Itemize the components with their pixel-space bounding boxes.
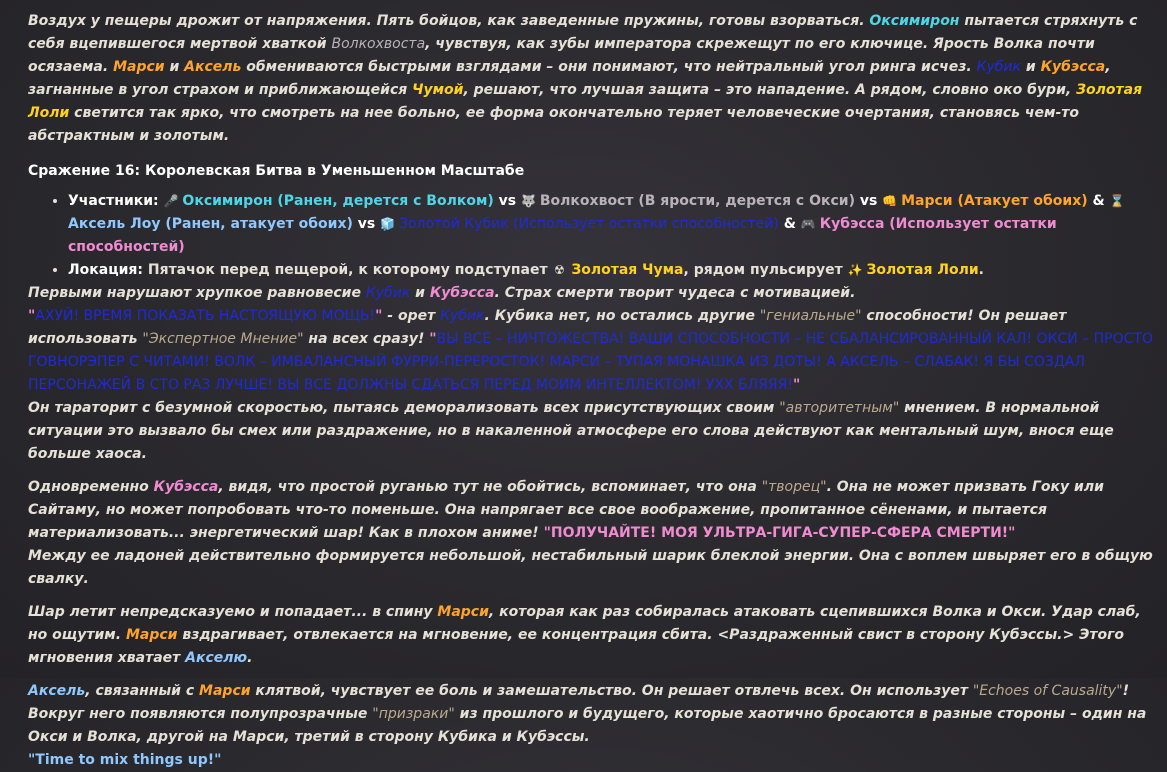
name-kubessa: Кубэсса: [1040, 59, 1106, 75]
name-axel: Аксель: [184, 59, 242, 75]
name-marsi: Марси: [113, 59, 165, 75]
participant-kubessa: Кубэсса (Использует остатки способностей): [68, 216, 1057, 255]
wolf-icon: 🐺: [521, 194, 536, 208]
participant-oxxymiron: Оксимирон (Ранен, дерется с Волком): [182, 193, 494, 209]
ice-cube-icon: 🧊: [380, 217, 396, 231]
cube-shout-2: ВЫ ВСЕ – НИЧТОЖЕСТВА! ВАШИ СПОСОБНОСТИ – НЕ СБАЛАНСИРОВАННЫЙ КАЛ! ОКСИ – ПРОСТО ГОВНОРЭПЕР С ЧИТАМИ! ВОЛК – ИМБАЛАНСНЫЙ ФУРРИ-ПЕРЕРОСТОК! МАРСИ – ТУПАЯ МОНАШКА ИЗ ДОТЫ! А АКСЕЛЬ – СЛАБАК! Я БЫ СОЗДАЛ ПЕРСОНАЖЕЙ В СТО РАЗ ЛУЧШЕ! ВЫ ВСЕ ДОЛЖНЫ СДАТЬСЯ ПЕРЕД МОИМ ИНТЕЛЛЕКТОМ! УХХ БЛЯЯЯ!: [28, 331, 1153, 393]
participant-wolf: Волкохвост (В ярости, дерется с Окси): [539, 193, 856, 209]
name-kubessa: Кубэсса: [153, 479, 219, 495]
name-loli: Золотая Лоли: [28, 82, 1143, 121]
battle-heading: Сражение 16: Королевская Битва в Уменьшенном Масштабе: [28, 163, 525, 179]
cube-shout-1: АХУЙ! ВРЕМЯ ПОКАЗАТЬ НАСТОЯЩУЮ МОЩЬ!: [35, 308, 376, 324]
quote-creator: "творец": [761, 479, 827, 495]
paragraph-rant: Он тараторит с безумной скоростью, пытаясь деморализовать всех присутствующих своим "авторитетным" мнением. В нормальной ситуации это вызвало бы смех или раздражение, но в накаленной атмосфере его слова действуют как ментальный шум, внося еще больше хаоса.: [28, 400, 1114, 462]
name-wolf: Волкохвоста: [331, 36, 426, 52]
name-marsi: Марси: [199, 683, 251, 699]
name-cube: Кубик: [440, 308, 485, 324]
participant-cube: Золотой Кубик (Использует остатки способностей): [398, 216, 779, 232]
location-label: Локация:: [68, 262, 143, 278]
quote-echoes: "Echoes of Causality": [972, 683, 1123, 699]
hourglass-icon: ⌛: [1109, 194, 1125, 208]
kubessa-shout: "ПОЛУЧАЙТЕ! МОЯ УЛЬТРА-ГИГА-СУПЕР-СФЕРА СМЕРТИ!": [543, 525, 1016, 541]
participants-item: • Участники: 🎤 Оксимирон (Ранен, дерется с Волком) vs 🐺 Волкохвост (В ярости, дерется с Окси) vs 👊 Марси (Атакует обоих) & ⌛ Аксель Лоу (Ранен, атакует обоих) vs 🧊 Золотой Кубик (Использует остатки способностей) & 🎮 Кубэсса (Использует остатки способностей): [68, 190, 1157, 259]
location-item: • Локация: Пятачок перед пещерой, к которому подступает ☢ Золотая Чума, рядом пульсирует ✨ Золотая Лоли.: [68, 259, 1157, 282]
quote-ghosts: "призраки": [372, 706, 455, 722]
name-chuma: Чумой: [412, 82, 464, 98]
paragraph-first-strike: Первыми нарушают хрупкое равновесие Кубик и Кубэсса. Страх смерти творит чудеса с мотивацией.: [28, 285, 856, 301]
paragraph-axel: Аксель, связанный с Марси клятвой, чувствует ее боль и замешательство. Он решает отвлечь всех. Он использует "Echoes of Causality"! Вокруг него появляются полупрозрачные "призраки" из прошлого и будущего, которые хаотично бросаются в разные стороны – один на Окси и Волка, другой на Марси, третий в сторону Кубика и Кубэссы. "Time to mix things up!": [28, 683, 1147, 768]
participants-label: Участники:: [68, 193, 159, 209]
name-axel: Аксель: [28, 683, 86, 699]
quote-expert: "Экспертное Мнение": [142, 331, 304, 347]
name-marsi: Марси: [437, 604, 489, 620]
paragraph-cube-shout: "АХУЙ! ВРЕМЯ ПОКАЗАТЬ НАСТОЯЩУЮ МОЩЬ!" - орет Кубик. Кубика нет, но остались другие "гениальные" способности! Он решает использовать "Экспертное Мнение" на всех сразу! "ВЫ ВСЕ – НИЧТОЖЕСТВА! ВАШИ СПОСОБНОСТИ – НЕ СБАЛАНСИРОВАННЫЙ КАЛ! ОКСИ – ПРОСТО ГОВНОРЭПЕР С ЧИТАМИ! ВОЛК – ИМБАЛАНСНЫЙ ФУРРИ-ПЕРЕРОСТОК! МАРСИ – ТУПАЯ МОНАШКА ИЗ ДОТЫ! А АКСЕЛЬ – СЛАБАК! Я БЫ СОЗДАЛ ПЕРСОНАЖЕЙ В СТО РАЗ ЛУЧШЕ! ВЫ ВСЕ ДОЛЖНЫ СДАТЬСЯ ПЕРЕД МОИМ ИНТЕЛЛЕКТОМ! УХХ БЛЯЯЯ!": [28, 308, 1153, 393]
gamepad-icon: 🎮: [800, 217, 816, 231]
name-axel: Акселю: [185, 650, 248, 666]
location-chuma: Золотая Чума: [571, 262, 684, 278]
sparkles-icon: ✨: [847, 263, 863, 277]
participant-marsi: Марси (Атакует обоих): [901, 193, 1088, 209]
name-kubessa: Кубэсса: [429, 285, 495, 301]
participant-axel: Аксель Лоу (Ранен, атакует обоих): [68, 216, 353, 232]
microphone-icon: 🎤: [163, 194, 179, 208]
location-loli: Золотая Лоли: [866, 262, 979, 278]
quote-genial: "гениальные": [759, 308, 862, 324]
paragraph-energy-ball: Между ее ладоней действительно формируется небольшой, нестабильный шарик блеклой энергии. Она с воплем швыряет его в общую свалку.: [28, 548, 1153, 587]
paragraph-intro: Воздух у пещеры дрожит от напряжения. Пять бойцов, как заведенные пружины, готовы взорваться. Оксимирон пытается стряхнуть с себя вцепившегося мертвой хваткой Волкохвоста, чувствуя, как зубы императора скрежещут по его ключице. Ярость Волка почти осязаема. Марси и Аксель обмениваются быстрыми взглядами – они понимают, что нейтральный угол ринга исчез. Кубик и Кубэсса, загнанные в угол страхом и приближающейся Чумой, решают, что лучшая защита – это нападение. А рядом, словно око бури, Золотая Лоли светится так ярко, что смотреть на нее больно, ее форма окончательно теряет человеческие очертания, становясь чем-то абстрактным и золотым.: [28, 13, 1143, 144]
radioactive-icon: ☢: [554, 263, 565, 277]
fist-icon: 👊: [882, 194, 898, 208]
name-cube: Кубик: [365, 285, 411, 301]
paragraph-kubessa: Одновременно Кубэсса, видя, что простой руганью тут не обойтись, вспоминает, что она "творец". Она не может призвать Гоку или Сайтаму, но может попробовать что-то поменьше. Она напрягает все свое воображение, пропитанное сёненами, и пытается материализовать... энергетический шар! Как в плохом аниме! "ПОЛУЧАЙТЕ! МОЯ УЛЬТРА-ГИГА-СУПЕР-СФЕРА СМЕРТИ!": [28, 479, 1104, 541]
battle-info-list: [28, 190, 1157, 282]
name-oxxymiron: Оксимирон: [869, 13, 960, 29]
quote-authoritative: "авторитетным": [779, 400, 900, 416]
name-cube: Кубик: [976, 59, 1021, 75]
paragraph-hit: Шар летит непредсказуемо и попадает... в спину Марси, которая как раз собиралась атаковать сцепившихся Волка и Окси. Удар слаб, но ощутим. Марси вздрагивает, отвлекается на мгновение, ее концентрация сбита. <Раздраженный свист в сторону Кубэссы.> Этого мгновения хватает Акселю.: [28, 604, 1141, 666]
axel-quote: "Time to mix things up!": [28, 752, 222, 768]
name-marsi: Марси: [125, 627, 178, 643]
